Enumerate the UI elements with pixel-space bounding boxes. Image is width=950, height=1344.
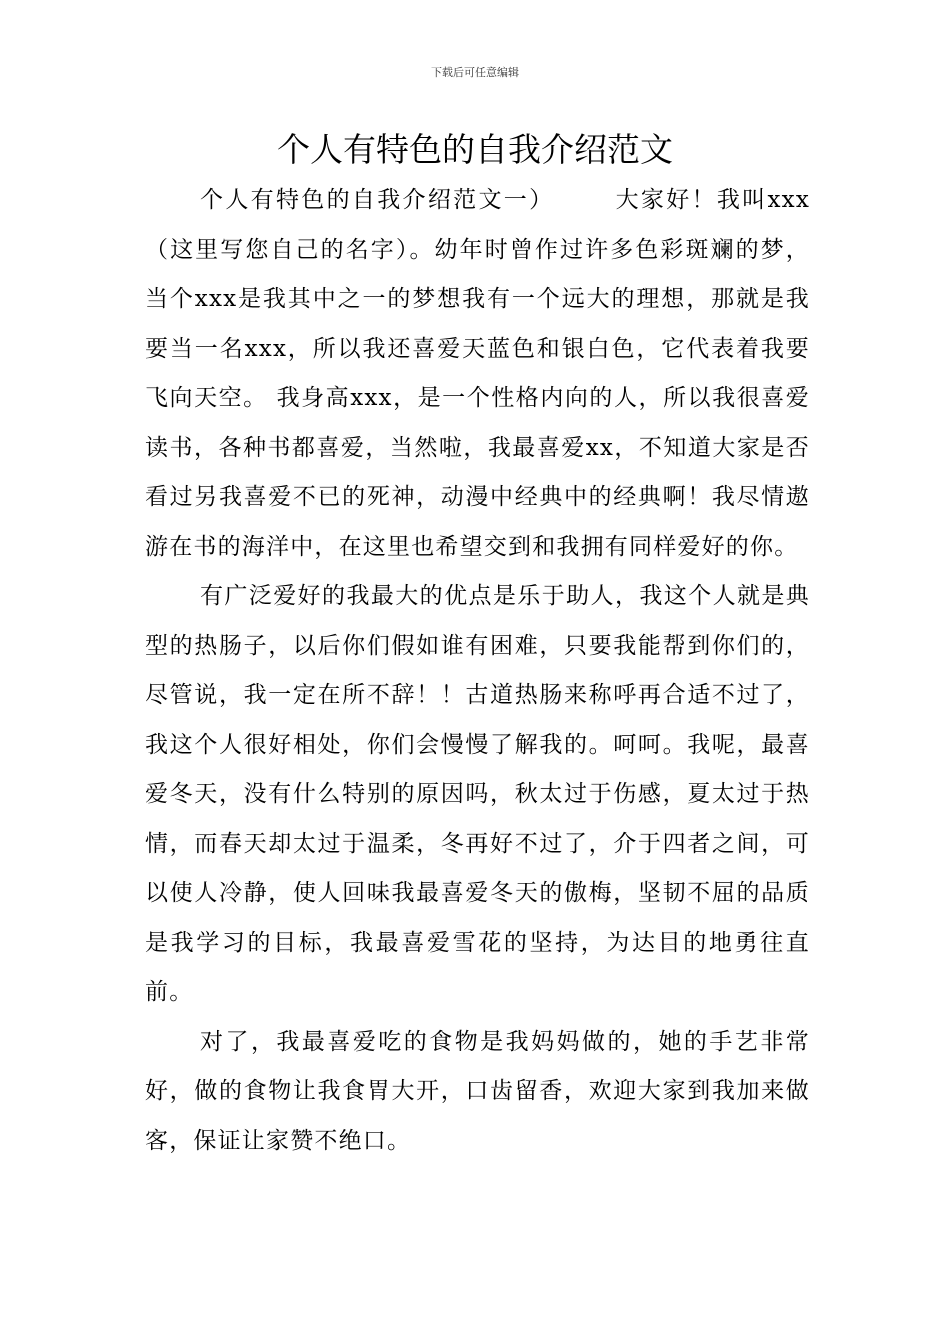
paragraph-2: 有广泛爱好的我最大的优点是乐于助人，我这个人就是典型的热肠子，以后你们假如谁有困难，只要我能帮到你们的，尽管说，我一定在所不辞！！古道热肠来称呼再合适不过了，我这个人很好相处，你们会慢慢了解我的。呵呵。我呢，最喜爱冬天，没有什么特别的原因吗，秋太过于伤感，夏太过于热情，而春天却太过于温柔，冬再好不过了，介于四者之间，可以使人冷静，使人回味我最喜爱冬天的傲梅，坚韧不屈的品质是我学习的目标，我最喜爱雪花的坚持，为达目的地勇往直前。 — [145, 583, 810, 1005]
paragraph-1-lead: 个人有特色的自我介绍范文一） — [200, 187, 555, 213]
document-title: 个人有特色的自我介绍范文 — [277, 130, 673, 169]
paragraph-1-text: 大家好！我叫xxx（这里写您自己的名字）。幼年时曾作过许多色彩斑斓的梦，当个xxx是我其中之一的梦想我有一个远大的理想，那就是我要当一名xxx，所以我还喜爱天蓝色和银白色，它代表着我要飞向天空。 我身高xxx，是一个性格内向的人，所以我很喜爱读书，各种书都喜爱，当然啦，我最喜爱xx，不知道大家是否看过另我喜爱不已的死神，动漫中经典中的经典啊！我尽情遨游在书的海洋中，在这里也希望交到和我拥有同样爱好的你。 — [145, 187, 810, 560]
paragraph-1 — [145, 176, 810, 572]
document-body — [145, 176, 810, 1166]
paragraph-3: 对了，我最喜爱吃的食物是我妈妈做的，她的手艺非常好，做的食物让我食胃大开，口齿留香，欢迎大家到我加来做客，保证让家赞不绝口。 — [145, 1028, 810, 1154]
header-note: 下载后可任意编辑 — [431, 66, 519, 79]
